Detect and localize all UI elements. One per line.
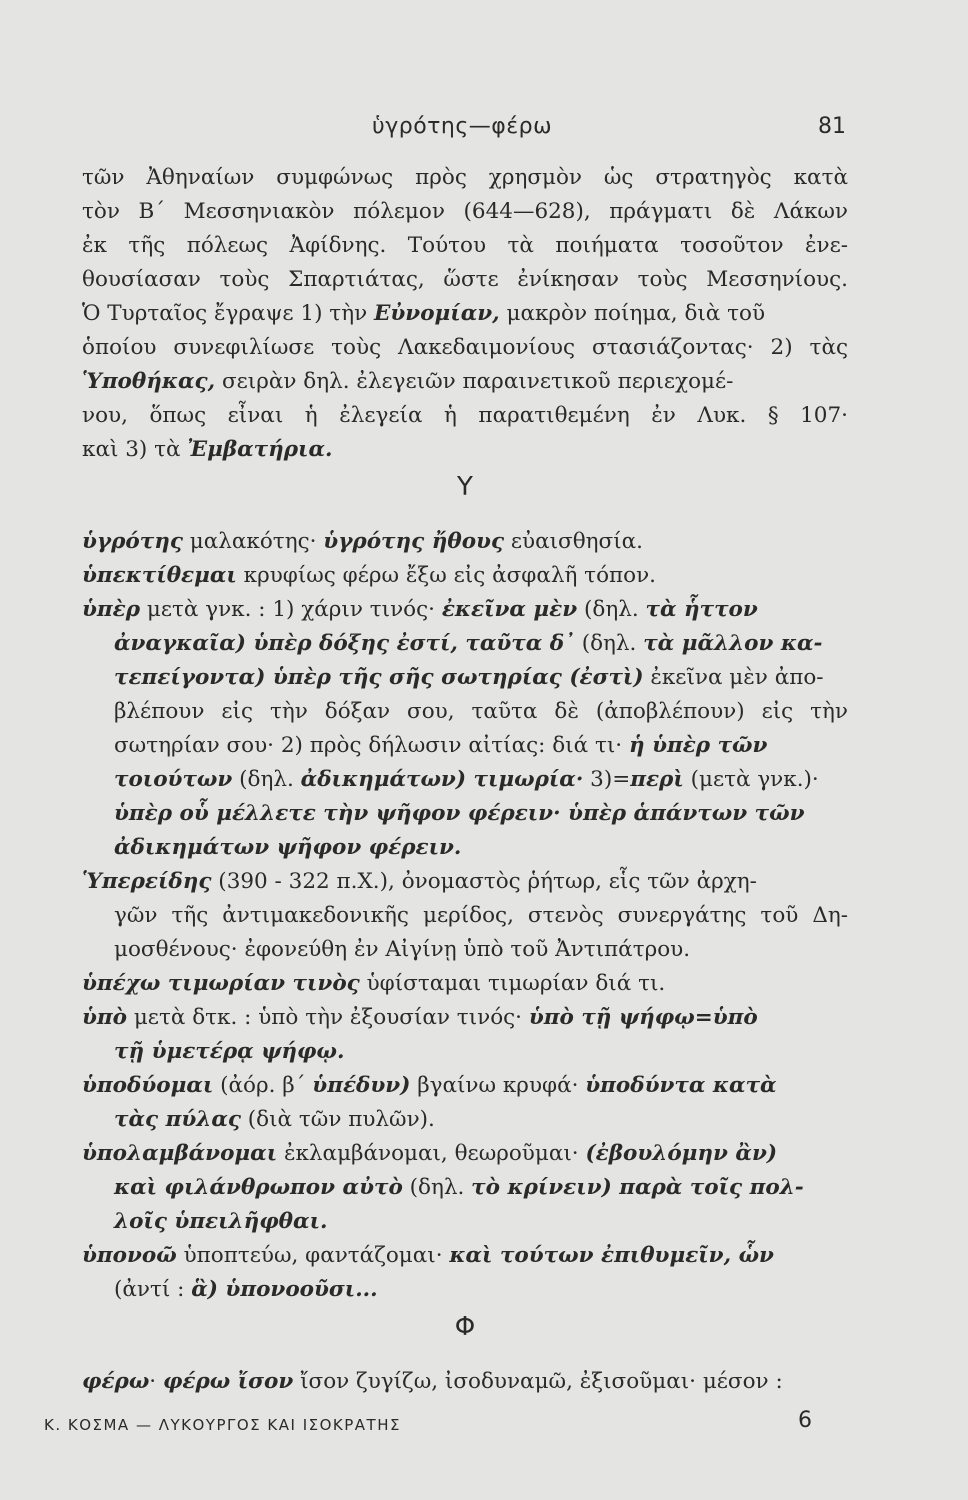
text-line [82, 298, 765, 330]
phrase: ὑποδύντα κατὰ [585, 1073, 777, 1098]
section-heading-phi: Φ [454, 1312, 476, 1342]
entry-ypodyomai-line [114, 1104, 435, 1136]
phrase: ὑγρότης ἤθους [323, 529, 505, 554]
phrase: ὑπὸ τῇ ψήφῳ=ὑπὸ [528, 1005, 758, 1030]
entry-ypolamvanomai [82, 1138, 777, 1170]
phrase: τὰς πύλας [114, 1107, 241, 1132]
phrase: φέρω ἴσον [162, 1369, 294, 1394]
definition: ἴσον ζυγίζω, ἰσοδυναμῶ, ἐξισοῦμαι· μέσον : [293, 1369, 783, 1394]
entry-yper-line [82, 594, 758, 626]
definition: (ἀντί : [114, 1277, 192, 1302]
phrase: ὑπέδυν) [312, 1073, 411, 1098]
headword: ὑπέχω τιμωρίαν τινὸς [82, 971, 360, 996]
entry-ypo-line [114, 1036, 344, 1068]
definition: (δηλ. [577, 597, 646, 622]
phrase: (ἐβουλόμην ἂν) [585, 1141, 778, 1166]
definition: μετὰ δτκ. : ὑπὸ τὴν ἐξουσίαν τινός· [127, 1005, 529, 1030]
definition: εὐαισθησία. [504, 529, 643, 554]
headword: φέρω [82, 1369, 150, 1394]
text-run: καὶ 3) τὰ [82, 437, 188, 462]
entry-yponoo-line [114, 1274, 378, 1306]
sheet-number: 6 [798, 1408, 812, 1433]
definition: (δηλ. [232, 767, 301, 792]
entry-ypektithemai [82, 560, 656, 592]
entry-yponoo [82, 1240, 774, 1272]
text-line [82, 434, 333, 466]
headword: Ὑπερείδης [82, 869, 212, 894]
text-line: ἐκ τῆς πόλεως Ἀφίδνης. Τούτου τὰ ποιήματα τοσοῦτον ἐνε- [82, 233, 848, 258]
phrase: τεπείγοντα) ὑπὲρ τῆς σῆς σωτηρίας (ἐστὶ) [114, 665, 644, 690]
text-line: ὁποίου συνεφιλίωσε τοὺς Λακεδαιμονίους στασιάζοντας· 2) τὰς [82, 335, 848, 360]
running-head [0, 108, 968, 148]
definition: (δηλ. [402, 1175, 472, 1200]
definition: μετὰ γνκ. : 1) χάριν τινός· [140, 597, 442, 622]
headword: ὑπὸ [82, 1005, 127, 1030]
headword: ὑποδύομαι [82, 1073, 214, 1098]
text-line: θουσίασαν τοὺς Σπαρτιάτας, ὥστε ἐνίκησαν τοὺς Μεσσηνίους. [82, 267, 848, 292]
entry-yper-line [114, 832, 461, 864]
headword: ὑπονοῶ [82, 1243, 177, 1268]
work-title-eunomia: Εὐνομίαν, [373, 301, 500, 326]
entry-yper-line [114, 628, 822, 660]
entry-yper-line [114, 662, 824, 694]
definition: 3)= [583, 767, 631, 792]
phrase: λοῖς ὑπειλῆφθαι. [114, 1209, 328, 1234]
phrase: ἀναγκαῖα) ὑπὲρ δόξης ἐστί, ταῦτα δ᾽ [114, 631, 575, 656]
entry-yper-line [114, 798, 805, 830]
entry-fero [82, 1366, 783, 1398]
phrase: ἐκεῖνα μὲν [441, 597, 578, 622]
definition: · [149, 1369, 163, 1394]
definition: ἐκλαμβάνομαι, θεωροῦμαι· [277, 1141, 586, 1166]
entry-yper-line [114, 764, 819, 796]
phrase: τοιούτων [114, 767, 233, 792]
phrase: τὰ μᾶλλον κα- [643, 631, 823, 656]
phrase: καὶ φιλάνθρωπον αὐτὸ [114, 1175, 403, 1200]
entry-yper-line [114, 730, 767, 762]
page-number: 81 [818, 114, 846, 139]
phrase: ἡ ὑπὲρ τῶν [628, 733, 768, 758]
definition: σωτηρίαν σου· 2) πρὸς δήλωσιν αἰτίας: διά τι· [114, 733, 629, 758]
phrase: καὶ τούτων ἐπιθυμεῖν, ὧν [449, 1243, 774, 1268]
definition: (390 - 322 π.Χ.), ὀνομαστὸς ῥήτωρ, εἷς τῶν ἀρχη- [211, 869, 757, 894]
phrase: περὶ [630, 767, 684, 792]
entry-ypodyomai [82, 1070, 777, 1102]
text-line: νου, ὅπως εἶναι ἡ ἐλεγεία ἡ παρατιθεμένη ἐν Λυκ. § 107· [82, 403, 848, 428]
text-run: μακρὸν ποίημα, διὰ τοῦ [499, 301, 766, 326]
footer-signature: Κ. ΚΟΣΜΑ — ΛΥΚΟΥΡΓΟΣ ΚΑΙ ΙΣΟΚΡΑΤΗΣ [44, 1416, 401, 1434]
text-run: σειρὰν δηλ. ἐλεγειῶν παραινετικοῦ περιεχομέ- [215, 369, 734, 394]
definition: (διὰ τῶν πυλῶν). [240, 1107, 435, 1132]
text-line: τὸν Β΄ Μεσσηνιακὸν πόλεμον (644—628), πράγματι δὲ Λάκων [82, 199, 848, 224]
entry-yper-line: βλέπουν εἰς τὴν δόξαν σου, ταῦτα δὲ (ἀποβλέπουν) εἰς τὴν [114, 699, 848, 724]
entry-ypolamvanomai-line [114, 1206, 327, 1238]
page-footer [0, 1408, 968, 1444]
definition: κρυφίως φέρω ἔξω εἰς ἀσφαλῆ τόπον. [236, 563, 656, 588]
entry-ypo [82, 1002, 758, 1034]
section-heading-y: Υ [457, 472, 473, 502]
definition: ἐκεῖνα μὲν ἀπο- [643, 665, 824, 690]
text-line [82, 366, 733, 398]
entry-ypolamvanomai-line [114, 1172, 804, 1204]
entry-hypereides [82, 866, 757, 898]
headword: ὑπὲρ [82, 597, 141, 622]
definition: (μετὰ γνκ.)· [683, 767, 819, 792]
definition: (ἀόρ. β΄ [213, 1073, 313, 1098]
phrase: τῇ ὑμετέρᾳ ψήφῳ. [114, 1039, 345, 1064]
headword: ὑπεκτίθεμαι [82, 563, 237, 588]
phrase: ἀδικημάτων ψῆφον φέρειν. [114, 835, 462, 860]
phrase: τὸ κρίνειν) παρὰ τοῖς πολ- [471, 1175, 804, 1200]
definition: βγαίνω κρυφά· [410, 1073, 586, 1098]
text-line: τῶν Ἀθηναίων συμφώνως πρὸς χρησμὸν ὡς στρατηγὸς κατὰ [82, 165, 848, 190]
phrase: ὑπὲρ οὗ μέλλετε τὴν ψῆφον φέρειν· ὑπὲρ ἁπάντων τῶν [114, 801, 805, 826]
entry-hypereides-line: γῶν τῆς ἀντιμακεδονικῆς μερίδος, στενὸς συνεργάτης τοῦ Δη- [114, 903, 848, 928]
entry-ypecho [82, 968, 665, 1000]
phrase: ἀδικημάτων) τιμωρία· [300, 767, 584, 792]
entry-hypereides-line: μοσθένους· ἐφονεύθη ἐν Αἰγίνῃ ὑπὸ τοῦ Ἀντιπάτρου. [114, 937, 691, 962]
text-run: Ὁ Τυρταῖος ἔγραψε 1) τὴν [82, 301, 374, 326]
definition: ὑφίσταμαι τιμωρίαν διά τι. [359, 971, 666, 996]
work-title-hypothekai: Ὑποθήκας, [82, 369, 216, 394]
running-head-title: ὑγρότης—φέρω [372, 114, 553, 139]
headword: ὑπολαμβάνομαι [82, 1141, 278, 1166]
definition: (δηλ. [574, 631, 644, 656]
definition: ὑποπτεύω, φαντάζομαι· [176, 1243, 450, 1268]
phrase: τὰ ἧττον [645, 597, 758, 622]
phrase: ἃ) ὑπονοοῦσι... [191, 1277, 378, 1302]
definition: μαλακότης· [182, 529, 324, 554]
work-title-embateria: Ἐμβατήρια. [187, 437, 333, 462]
entry-ygrotis [82, 526, 643, 558]
headword: ὑγρότης [82, 529, 183, 554]
